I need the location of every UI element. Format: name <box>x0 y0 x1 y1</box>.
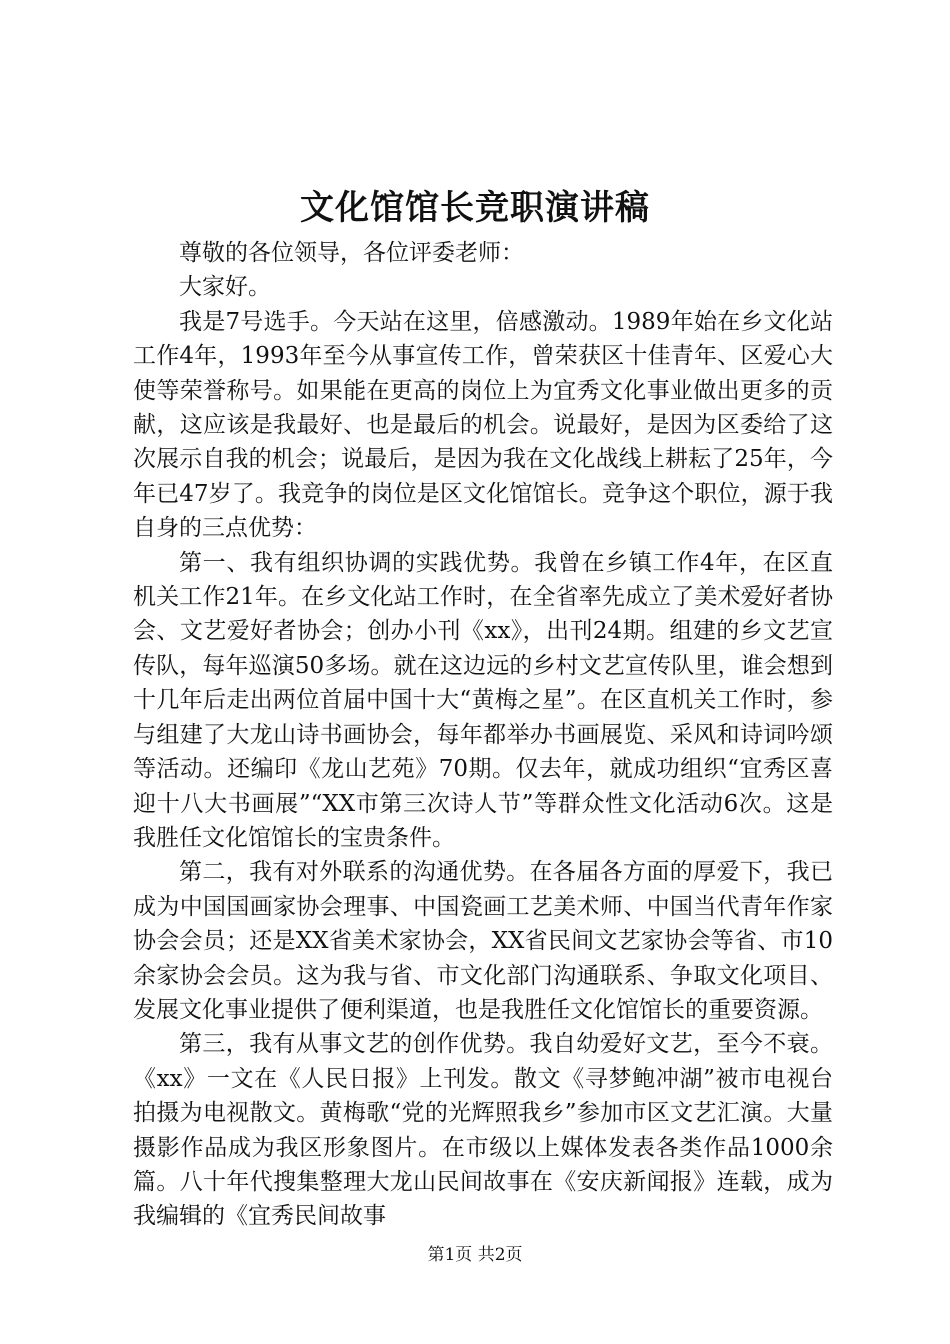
greeting-paragraph: 大家好。 <box>179 274 271 301</box>
document-body <box>133 236 833 1234</box>
salutation-paragraph: 尊敬的各位领导，各位评委老师： <box>179 240 524 266</box>
introduction-paragraph: 我是7号选手。今天站在这里，倍感激动。1989年始在乡文化站工作4年，1993年至今从事宣传工作，曾荣获区十佳青年、区爱心大使等荣誉称号。如果能在更高的岗位上为宜秀文化事业做出更多的贡献，这应该是我最好、也是最后的机会。说最好，是因为区委给了这次展示自我的机会；说最后，是因为我在文化战线上耕耘了25年，今年已47岁了。我竞争的岗位是区文化馆馆长。竞争这个职位，源于我自身的三点优势： <box>133 308 833 542</box>
advantage-one-paragraph: 第一、我有组织协调的实践优势。我曾在乡镇工作4年，在区直机关工作21年。在乡文化站工作时，在全省率先成立了美术爱好者协会、文艺爱好者协会；创办小刊《xx》，出刊24期。组建的乡文艺宣传队，每年巡演50多场。就在这边远的乡村文艺宣传队里，谁会想到十几年后走出两位首届中国十大“黄梅之星”。在区直机关工作时，参与组建了大龙山诗书画协会，每年都举办书画展览、采风和诗词吟颂等活动。还编印《龙山艺苑》70期。仅去年，就成功组织“宜秀区喜迎十八大书画展”“XX市第三次诗人节”等群众性文化活动6次。这是我胜任文化馆馆长的宝贵条件。 <box>133 549 833 851</box>
advantage-three-paragraph: 第三，我有从事文艺的创作优势。我自幼爱好文艺，至今不衰。《xx》一文在《人民日报》上刊发。散文《寻梦鲍冲湖”被市电视台拍摄为电视散文。黄梅歌“党的光辉照我乡”参加市区文艺汇演。大量摄影作品成为我区形象图片。在市级以上媒体发表各类作品1000余篇。八十年代搜集整理大龙山民间故事在《安庆新闻报》连载，成为我编辑的《宜秀民间故事 <box>133 1031 833 1230</box>
page-number-footer: 第1页 共2页 <box>427 1245 523 1265</box>
document-title: 文化馆馆长竞职演讲稿 <box>300 188 650 228</box>
advantage-two-paragraph: 第二，我有对外联系的沟通优势。在各届各方面的厚爱下，我已成为中国国画家协会理事、中国瓷画工艺美术师、中国当代青年作家协会会员；还是XX省美术家协会，XX省民间文艺家协会等省、市10余家协会会员。这为我与省、市文化部门沟通联系、争取文化项目、发展文化事业提供了便利渠道，也是我胜任文化馆馆长的重要资源。 <box>133 859 833 1023</box>
